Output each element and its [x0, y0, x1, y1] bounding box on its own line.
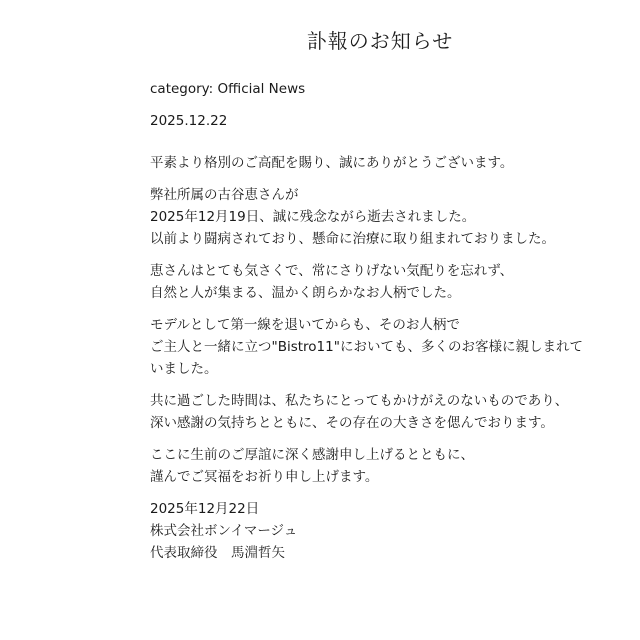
paragraph-line: 弊社所属の古谷恵さんが [150, 187, 299, 203]
paragraph-line: ここに生前のご厚誼に深く感謝申し上げるとともに、 [150, 447, 474, 463]
paragraph-line: いました。 [150, 361, 218, 377]
signature-representative: 代表取締役 馬淵哲矢 [150, 545, 285, 561]
paragraph-line: 以前より闘病されており、懸命に治療に取り組まれておりました。 [150, 231, 555, 247]
paragraph-gratitude [150, 390, 620, 434]
page-title: 訃報のお知らせ [306, 29, 454, 53]
paragraph-career [150, 314, 620, 380]
paragraph-line: 2025年12月19日、誠に残念ながら逝去されました。 [150, 209, 476, 225]
paragraph-line: 謹んでご冥福をお祈り申し上げます。 [150, 469, 379, 485]
paragraph-personality [150, 260, 620, 304]
paragraph-line: 自然と人が集まる、温かく朗らかなお人柄でした。 [150, 285, 461, 301]
signature-company: 株式会社ボンイマージュ [150, 523, 298, 539]
signature-date: 2025年12月22日 [150, 501, 260, 517]
paragraph-greeting [150, 152, 620, 174]
paragraph-line: モデルとして第一線を退いてからも、そのお人柄で [150, 317, 460, 333]
paragraph-announcement [150, 184, 620, 250]
paragraph-line: ご主人と一緒に立つ"Bistro11"においても、多くのお客様に親しまれて [150, 339, 583, 355]
paragraph-line: 恵さんはとても気さくで、常にさりげない気配りを忘れず、 [150, 263, 514, 279]
category-label: category: Official News [150, 81, 306, 97]
post-date: 2025.12.22 [150, 113, 228, 129]
signature-block [150, 498, 620, 564]
paragraph-condolence [150, 444, 620, 488]
article-body [150, 78, 620, 564]
paragraph-line: 平素より格別のご高配を賜り、誠にありがとうございます。 [150, 155, 514, 171]
paragraph-line: 深い感謝の気持ちとともに、その存在の大きさを偲んでおります。 [150, 415, 554, 431]
paragraph-line: 共に過ごした時間は、私たちにとってもかけがえのないものであり、 [150, 393, 569, 409]
